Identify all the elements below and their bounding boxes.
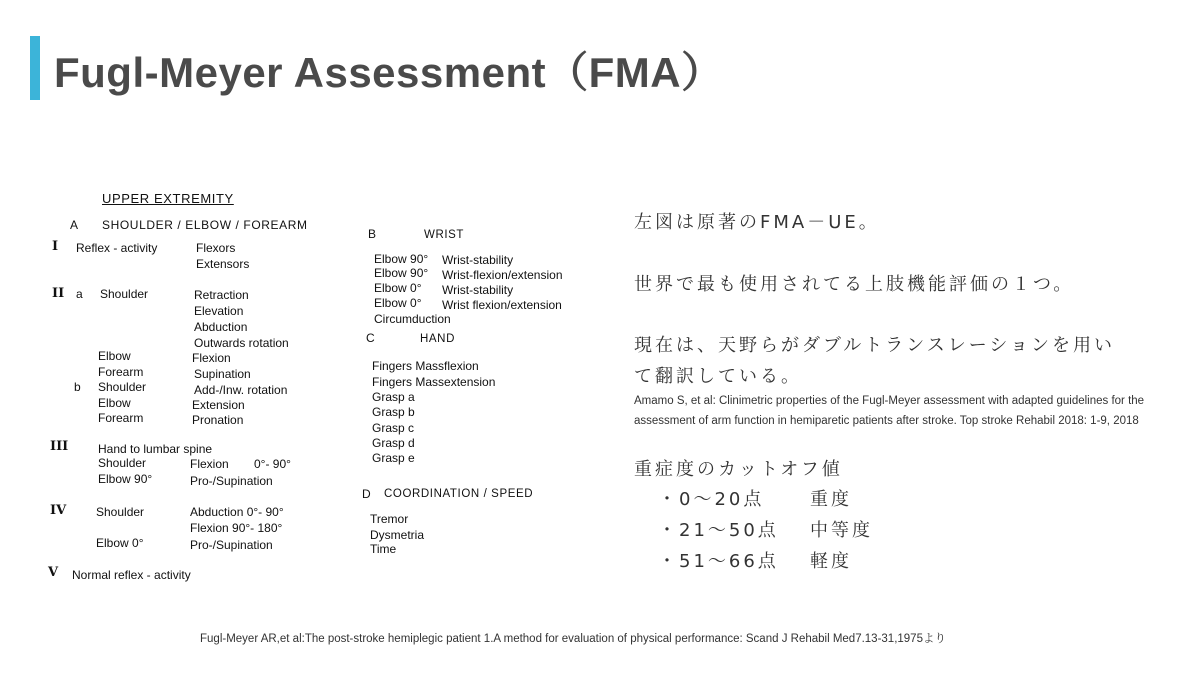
- roman-iii: III: [50, 439, 69, 454]
- hand-item-4: Grasp b: [372, 405, 415, 419]
- abduction-item: Abduction: [194, 320, 248, 334]
- reflex-activity-label: Reflex - activity: [76, 241, 158, 255]
- cutoff-level-3: 軽度: [810, 551, 852, 572]
- ii-b-pronation: Pronation: [192, 413, 244, 427]
- iii-flexion-range: 0°- 90°: [254, 457, 291, 471]
- title-accent-bar: [30, 36, 40, 100]
- iv-elbow-0: Elbow 0°: [96, 536, 144, 550]
- cutoff-title: 重症度のカットオフ値: [634, 459, 843, 480]
- cutoff-range-1: ・0～20点: [658, 489, 765, 510]
- section-a-title: SHOULDER / ELBOW / FOREARM: [102, 218, 308, 232]
- roman-i: I: [52, 239, 59, 254]
- circumduction: Circumduction: [374, 312, 451, 326]
- amano-reference-line-2: assessment of arm function in hemiparetic patients after stroke. Top stroke Rehabil 2018: 1-9, 2018: [634, 415, 1139, 427]
- wrist-right-4: Wrist flexion/extension: [442, 298, 562, 312]
- form-heading: UPPER EXTREMITY: [102, 191, 234, 206]
- iv-flexion: Flexion 90°- 180°: [190, 521, 283, 535]
- desc-line-3: 現在は、天野らがダブルトランスレーションを用い: [634, 335, 1116, 356]
- hand-to-lumbar-spine: Hand to lumbar spine: [98, 442, 213, 456]
- hand-item-6: Grasp d: [372, 436, 415, 450]
- iv-shoulder: Shoulder: [96, 505, 145, 519]
- roman-v: V: [48, 565, 59, 580]
- section-b-title: WRIST: [424, 229, 465, 241]
- wrist-left-2: Elbow 90°: [374, 266, 429, 280]
- desc-line-1: 左図は原著のFMA－UE。: [634, 212, 880, 233]
- ii-sub-a: a: [76, 287, 83, 301]
- extensors-item: Extensors: [196, 257, 250, 271]
- normal-reflex-activity: Normal reflex - activity: [72, 568, 191, 582]
- wrist-left-4: Elbow 0°: [374, 296, 422, 310]
- cutoff-range-2: ・21～50点: [658, 520, 779, 541]
- wrist-right-2: Wrist-flexion/extension: [442, 268, 563, 282]
- coord-tremor: Tremor: [370, 512, 409, 526]
- wrist-left-3: Elbow 0°: [374, 281, 422, 295]
- ii-shoulder: Shoulder: [100, 287, 149, 301]
- cutoff-level-1: 重度: [810, 489, 852, 510]
- elevation-item: Elevation: [194, 304, 244, 318]
- ii-b-extension: Extension: [192, 398, 245, 412]
- section-c-title: HAND: [420, 333, 455, 345]
- ii-elbow: Elbow: [98, 349, 131, 363]
- section-d-letter: D: [362, 487, 371, 501]
- roman-iv: IV: [50, 503, 67, 518]
- ii-b-elbow: Elbow: [98, 396, 131, 410]
- coord-dysmetria: Dysmetria: [370, 528, 425, 542]
- page-title: Fugl-Meyer Assessment（FMA）: [54, 49, 724, 96]
- iv-pro-supination: Pro-/Supination: [190, 538, 273, 552]
- fma-original-form: [44, 185, 604, 590]
- ii-sub-b: b: [74, 380, 81, 394]
- ii-b-forearm: Forearm: [98, 411, 144, 425]
- section-c-letter: C: [366, 331, 375, 345]
- ii-b-shoulder: Shoulder: [98, 380, 147, 394]
- ii-elbow-flexion: Flexion: [192, 351, 231, 365]
- retraction-item: Retraction: [194, 288, 249, 302]
- desc-line-4: て翻訳している。: [634, 366, 802, 387]
- hand-item-2: Fingers Massextension: [372, 375, 496, 389]
- outwards-rotation-item: Outwards rotation: [194, 336, 289, 350]
- roman-ii: II: [52, 286, 65, 301]
- wrist-right-3: Wrist-stability: [442, 283, 514, 297]
- section-d-title: COORDINATION / SPEED: [384, 488, 534, 500]
- wrist-right-1: Wrist-stability: [442, 253, 514, 267]
- cutoff-level-2: 中等度: [810, 520, 873, 541]
- hand-item-7: Grasp e: [372, 451, 415, 465]
- hand-item-3: Grasp a: [372, 390, 415, 404]
- iii-pro-supination: Pro-/Supination: [190, 474, 273, 488]
- iii-shoulder: Shoulder: [98, 456, 147, 470]
- hand-item-5: Grasp c: [372, 421, 415, 435]
- desc-line-2: 世界で最も使用されてる上肢機能評価の１つ。: [634, 274, 1075, 295]
- section-b-letter: B: [368, 227, 377, 241]
- flexors-item: Flexors: [196, 241, 236, 255]
- hand-item-1: Fingers Massflexion: [372, 359, 479, 373]
- iii-flexion: Flexion: [190, 457, 229, 471]
- coord-time: Time: [370, 542, 397, 556]
- iv-abduction: Abduction 0°- 90°: [190, 505, 284, 519]
- fugl-meyer-reference: Fugl-Meyer AR,et al:The post-stroke hemiplegic patient 1.A method for evaluation of physical performance: Scand J Rehabil Med7.13-31,1975より: [200, 633, 946, 645]
- wrist-left-1: Elbow 90°: [374, 252, 429, 266]
- section-a-letter: A: [70, 218, 79, 232]
- ii-forearm-supination: Supination: [194, 367, 251, 381]
- iii-elbow-90: Elbow 90°: [98, 472, 153, 486]
- ii-b-add-inw-rotation: Add-/Inw. rotation: [194, 383, 288, 397]
- amano-reference-line-1: Amamo S, et al: Clinimetric properties of the Fugl-Meyer assessment with adapted guidelines for the: [634, 395, 1145, 407]
- cutoff-range-3: ・51～66点: [658, 551, 779, 572]
- ii-forearm: Forearm: [98, 365, 144, 379]
